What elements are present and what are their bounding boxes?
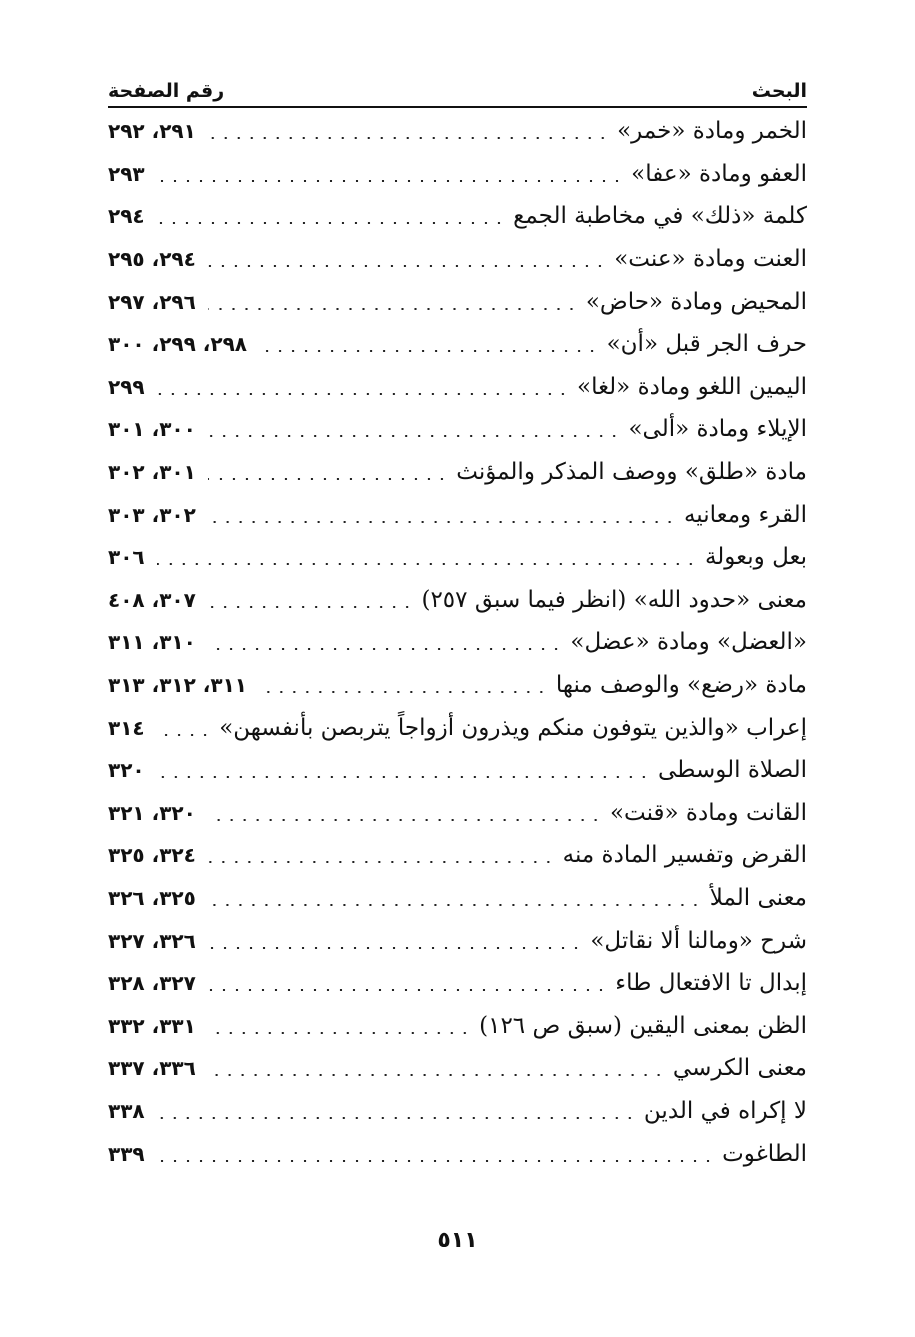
entry-pages: ٣٢٤، ٣٢٥ [108,843,196,868]
entry-title: الصلاة الوسطى [657,757,807,784]
index-entry [108,280,807,323]
index-entry [108,706,807,749]
entry-title: العفو ومادة «عفا» [631,160,807,187]
dot-leader [208,521,676,523]
entry-pages: ٣٣٨ [108,1098,145,1123]
entry-pages: ٣٢٧، ٣٢٨ [108,971,196,996]
dot-leader [157,1117,636,1119]
dot-leader [157,393,569,395]
index-entry [108,792,807,835]
dot-leader [208,137,609,139]
entry-pages: ٢٩٦، ٢٩٧ [108,289,196,314]
entry-title: معنى الملأ [709,884,807,911]
dot-leader [208,308,578,310]
index-entry [108,962,807,1005]
index-list [108,110,807,1175]
entry-title: «العضل» ومادة «عضل» [570,629,807,656]
entry-pages: ٢٩٤ [108,204,145,229]
entry-title: حرف الجر قبل «أن» [606,331,807,358]
index-entry [108,664,807,707]
entry-pages: ٣١٠، ٣١١ [108,630,196,655]
entry-pages: ٣٠٧، ٤٠٨ [108,587,196,612]
entry-pages: ٢٩٩ [108,374,145,399]
entry-title: معنى الكرسي [672,1055,807,1082]
dot-leader [208,904,702,906]
index-entry [108,366,807,409]
entry-title: إعراب «والذين يتوفون منكم ويذرون أزواجاً يتربصن بأنفسهن» [219,714,807,741]
entry-pages: ٢٩٣ [108,161,145,186]
entry-pages: ٢٩٨، ٢٩٩، ٣٠٠ [108,332,247,357]
entry-pages: ٣٣٦، ٣٣٧ [108,1056,196,1081]
dot-leader [208,1032,471,1034]
entry-pages: ٣٠٠، ٣٠١ [108,417,196,442]
index-entry [108,536,807,579]
entry-pages: ٣٣١، ٣٣٢ [108,1013,196,1038]
page-number-column-label: رقم الصفحة [108,80,225,102]
entry-title: اليمين اللغو ومادة «لغا» [577,373,807,400]
entry-title: القرء ومعانيه [683,501,807,528]
dot-leader [208,435,621,437]
table-header [108,62,807,108]
dot-leader [208,1074,665,1076]
index-entry [108,451,807,494]
entry-title: مادة «رضع» والوصف منها [555,672,807,699]
dot-leader [208,478,448,480]
dot-leader [208,819,602,821]
index-entry [108,195,807,238]
index-entry [108,1004,807,1047]
index-entry [108,493,807,536]
entry-pages: ٣٢٠، ٣٢١ [108,800,196,825]
entry-pages: ٣٠١، ٣٠٢ [108,460,196,485]
entry-pages: ٣٢٠ [108,758,145,783]
dot-leader [208,606,414,608]
index-entry [108,1132,807,1175]
dot-leader [208,861,555,863]
entry-pages: ٢٩١، ٢٩٢ [108,119,196,144]
entry-pages: ٢٩٤، ٢٩٥ [108,247,196,272]
index-entry [108,579,807,622]
dot-leader [157,180,624,182]
dot-leader [208,648,563,650]
entry-title: الطاغوت [722,1140,807,1167]
index-entry [108,110,807,153]
entry-pages: ٣٣٩ [108,1141,145,1166]
index-entry [108,408,807,451]
entry-pages: ٣٢٦، ٣٢٧ [108,928,196,953]
dot-leader [157,734,212,736]
entry-title: إبدال تا الافتعال طاء [615,970,807,997]
index-entry [108,153,807,196]
index-entry [108,621,807,664]
index-entry [108,834,807,877]
index-entry [108,877,807,920]
page-number: ٥١١ [437,1228,478,1253]
dot-leader [157,563,697,565]
entry-title: كلمة «ذلك» في مخاطبة الجمع [513,203,807,230]
entry-pages: ٣١١، ٣١٢، ٣١٣ [108,673,247,698]
index-entry [108,749,807,792]
entry-title: شرح «ومالنا ألا نقاتل» [590,927,807,954]
dot-leader [208,989,607,991]
topic-column-label: البحث [751,80,807,102]
entry-title: الظن بمعنى اليقين (سبق ص ١٢٦) [479,1012,807,1039]
entry-title: الإيلاء ومادة «ألى» [628,416,807,443]
entry-title: معنى «حدود الله» (انظر فيما سبق ٢٥٧) [421,586,807,613]
dot-leader [157,1160,715,1162]
entry-title: القرض وتفسير المادة منه [562,842,807,869]
entry-title: لا إكراه في الدين [643,1097,807,1124]
dot-leader [157,222,505,224]
entry-title: بعل وبعولة [704,544,807,571]
entry-pages: ٣٠٦ [108,545,145,570]
entry-pages: ٣١٤ [108,715,145,740]
index-entry [108,1090,807,1133]
entry-title: مادة «طلق» ووصف المذكر والمؤنث [456,459,807,486]
entry-title: القانت ومادة «قنت» [609,799,807,826]
dot-leader [208,947,583,949]
index-entry [108,1047,807,1090]
entry-pages: ٣٢٥، ٣٢٦ [108,885,196,910]
index-entry [108,323,807,366]
entry-title: الخمر ومادة «خمر» [617,118,807,145]
dot-leader [259,691,548,693]
entry-title: المحيض ومادة «حاض» [585,288,807,315]
dot-leader [157,776,650,778]
index-entry [108,919,807,962]
dot-leader [259,350,599,352]
entry-pages: ٣٠٢، ٣٠٣ [108,502,196,527]
index-entry [108,238,807,281]
entry-title: العنت ومادة «عنت» [614,246,807,273]
dot-leader [208,265,606,267]
